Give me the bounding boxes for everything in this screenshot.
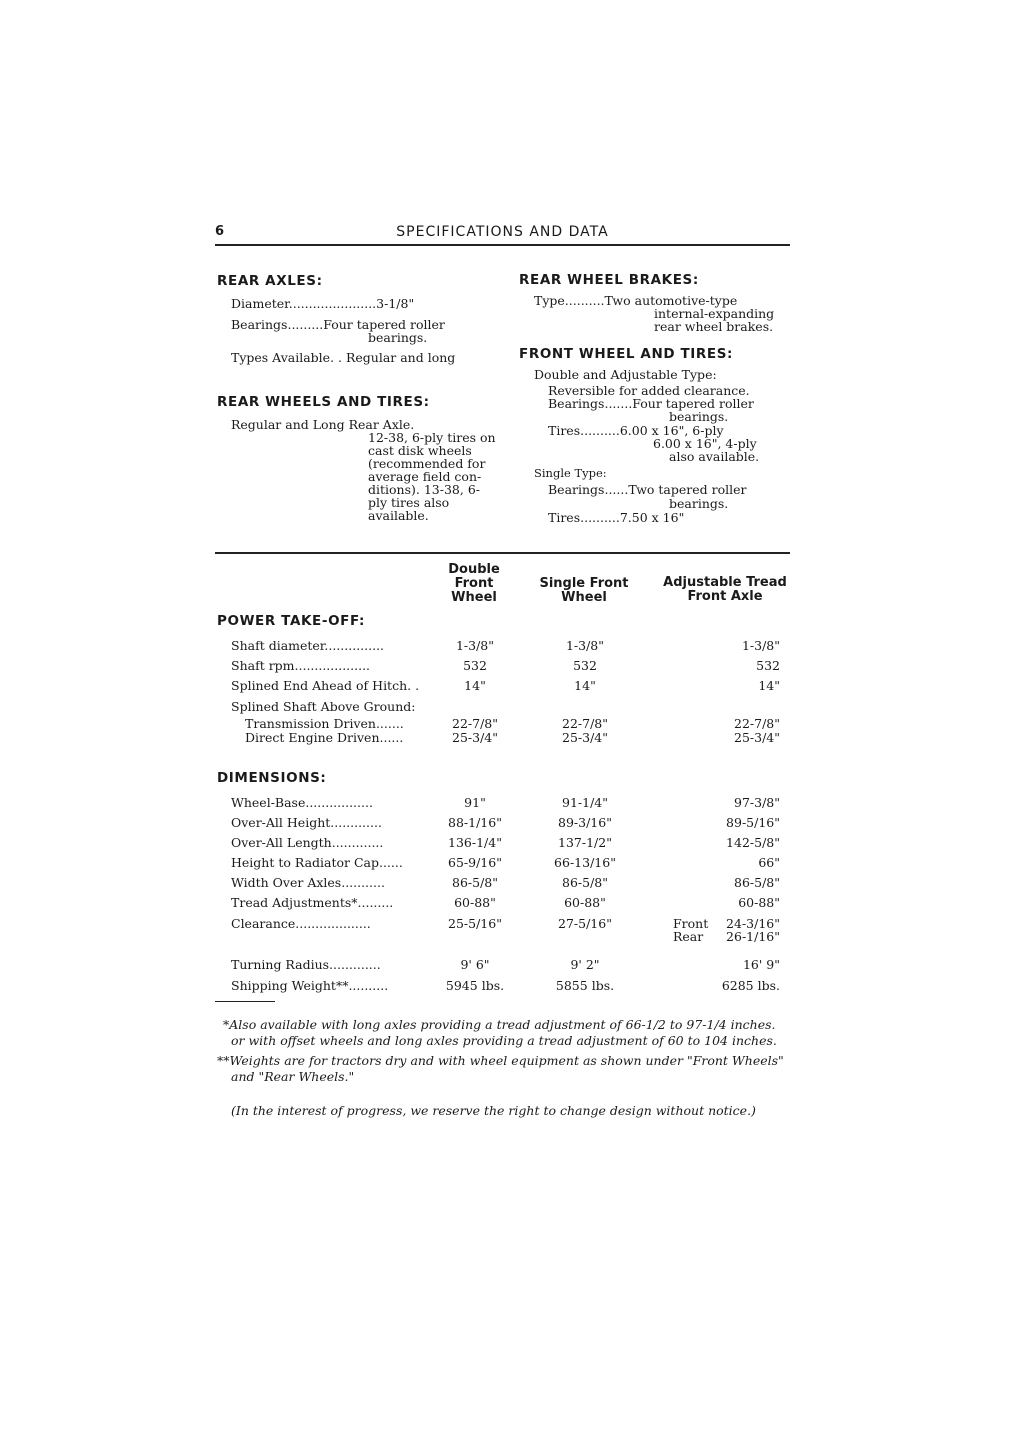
col-header-single-line1: Single Front — [539, 576, 629, 591]
row-label: Turning Radius............. — [231, 957, 381, 972]
front-tires: Tires..........6.00 x 16", 6-ply — [548, 423, 724, 438]
splined-heading: Splined Shaft Above Ground: — [231, 699, 416, 714]
cell-single: 9' 2" — [570, 957, 600, 972]
rear-wheels-detail-4: average field con- — [368, 469, 482, 484]
footnote-2-line-1: **Weights are for tractors dry and with wheel equipment as shown under "Front Wheels" — [217, 1053, 784, 1068]
rear-axles-diameter: Diameter......................3-1/8" — [231, 296, 415, 311]
front-bearings: Bearings.......Four tapered roller — [548, 396, 754, 411]
col-header-double-line2: Front — [454, 576, 494, 591]
col-header-adjustable — [655, 576, 795, 604]
cell-single: 1-3/8" — [565, 638, 605, 653]
cell-double: 9' 6" — [460, 957, 490, 972]
cell-adjustable: 89-5/16" — [726, 815, 780, 830]
col-header-single-line2: Wheel — [561, 590, 607, 605]
col-header-adjustable-line1: Adjustable Tread — [663, 575, 787, 590]
row-label: Over-All Length............. — [231, 835, 384, 850]
cell-adjustable: 97-3/8" — [734, 795, 780, 810]
col-header-double-line1: Double — [448, 562, 500, 577]
cell-double: 532 — [463, 658, 487, 673]
cell-double: 25-5/16" — [448, 916, 502, 931]
rear-wheels-detail-1: 12-38, 6-ply tires on — [368, 430, 496, 445]
rear-wheels-detail-6: ply tires also — [368, 495, 450, 510]
cell-adjustable: 6285 lbs. — [721, 978, 780, 993]
cell-adjustable: 532 — [756, 658, 780, 673]
rear-wheels-tires-heading: REAR WHEELS AND TIRES: — [217, 394, 430, 410]
rear-wheels-detail-2: cast disk wheels — [368, 443, 472, 458]
cell-double: 1-3/8" — [455, 638, 495, 653]
cell-adjustable: 1-3/8" — [741, 638, 780, 653]
cell-double: 65-9/16" — [448, 855, 502, 870]
table-top-rule — [215, 552, 790, 554]
rear-axles-heading: REAR AXLES: — [217, 273, 323, 289]
row-label: Wheel-Base................. — [231, 795, 373, 810]
cell-single: 86-5/8" — [562, 875, 608, 890]
rear-wheels-detail-7: available. — [368, 508, 429, 523]
footnote-2-line-2: and "Rear Wheels." — [231, 1069, 355, 1084]
cell-double: 88-1/16" — [448, 815, 502, 830]
row-label: Transmission Driven....... — [245, 716, 404, 731]
page-title: SPECIFICATIONS AND DATA — [396, 224, 609, 240]
cell-single: 25-3/4" — [562, 730, 608, 745]
cell-double: 22-7/8" — [452, 716, 498, 731]
row-label: Width Over Axles........... — [231, 875, 385, 890]
front-reversible: Reversible for added clearance. — [548, 383, 750, 398]
rear-wheels-detail-3: (recommended for — [368, 456, 486, 471]
pto-heading: POWER TAKE-OFF: — [217, 613, 366, 629]
row-label: Shaft rpm................... — [231, 658, 371, 673]
cell-double: 91" — [464, 795, 486, 810]
row-label: Over-All Height............. — [231, 815, 382, 830]
front-bearings-cont: bearings. — [669, 409, 729, 424]
cell-single: 5855 lbs. — [555, 978, 615, 993]
brakes-type-cont-1: internal-expanding — [654, 306, 775, 321]
row-label: Splined End Ahead of Hitch. . — [231, 678, 420, 693]
footnote-rule — [215, 1001, 275, 1002]
cell-single: 60-88" — [564, 895, 606, 910]
front-double-heading: Double and Adjustable Type: — [534, 367, 717, 382]
col-header-adjustable-line2: Front Axle — [687, 589, 763, 604]
cell-adjustable: 86-5/8" — [734, 875, 780, 890]
cell-single: 91-1/4" — [562, 795, 608, 810]
footnote-1-line-1: *Also available with long axles providing a tread adjustment of 66-1/2 to 97-1/4 inches. — [223, 1017, 776, 1032]
cell-single: 137-1/2" — [558, 835, 612, 850]
cell-adjustable: 22-7/8" — [734, 716, 780, 731]
clearance-front-value: 24-3/16" — [726, 916, 780, 931]
cell-single: 27-5/16" — [558, 916, 612, 931]
rear-axles-bearings-cont: bearings. — [368, 330, 428, 345]
row-label: Tread Adjustments*......... — [231, 895, 394, 910]
front-tires-cont-2: also available. — [669, 449, 760, 464]
cell-double: 5945 lbs. — [445, 978, 505, 993]
row-label: Direct Engine Driven...... — [245, 730, 404, 745]
cell-single: 22-7/8" — [562, 716, 608, 731]
row-label: Clearance................... — [231, 916, 371, 931]
clearance-rear-label: Rear — [673, 929, 704, 944]
cell-double: 25-3/4" — [452, 730, 498, 745]
rear-wheels-detail-5: ditions). 13-38, 6- — [368, 482, 480, 497]
rear-wheels-intro: Regular and Long Rear Axle. — [231, 417, 415, 432]
col-header-double-line3: Wheel — [451, 590, 497, 605]
cell-adjustable: 25-3/4" — [734, 730, 780, 745]
cell-double: 86-5/8" — [452, 875, 498, 890]
row-label: Shaft diameter............... — [231, 638, 385, 653]
cell-double: 60-88" — [454, 895, 496, 910]
cell-adjustable: 16' 9" — [742, 957, 780, 972]
cell-adjustable: 66" — [758, 855, 780, 870]
cell-adjustable: 60-88" — [738, 895, 780, 910]
cell-adjustable: 142-5/8" — [726, 835, 780, 850]
cell-single: 532 — [573, 658, 597, 673]
cell-single: 14" — [574, 678, 596, 693]
dimensions-heading: DIMENSIONS: — [217, 770, 327, 786]
single-tires: Tires..........7.50 x 16" — [548, 510, 685, 525]
clearance-rear-value: 26-1/16" — [726, 929, 780, 944]
rear-axles-bearings: Bearings.........Four tapered roller — [231, 317, 445, 332]
cell-double: 14" — [464, 678, 486, 693]
col-header-double — [438, 563, 510, 605]
single-bearings: Bearings......Two tapered roller — [548, 482, 747, 497]
page-number: 6 — [215, 224, 225, 239]
page-header — [215, 224, 790, 246]
row-label: Height to Radiator Cap...... — [231, 855, 403, 870]
brakes-type-cont-2: rear wheel brakes. — [654, 319, 774, 334]
single-bearings-cont: bearings. — [669, 496, 729, 511]
clearance-front-label: Front — [673, 916, 709, 931]
cell-single: 89-3/16" — [558, 815, 612, 830]
design-notice: (In the interest of progress, we reserve the right to change design without notice.) — [231, 1103, 756, 1118]
cell-adjustable: 14" — [758, 678, 780, 693]
front-tires-cont-1: 6.00 x 16", 4-ply — [653, 436, 757, 451]
cell-double: 136-1/4" — [448, 835, 502, 850]
footnote-1-line-2: or with offset wheels and long axles providing a tread adjustment of 60 to 104 inches. — [231, 1033, 777, 1048]
cell-single: 66-13/16" — [554, 855, 616, 870]
front-wheel-tires-heading: FRONT WHEEL AND TIRES: — [519, 346, 734, 362]
front-single-heading: Single Type: — [534, 466, 607, 480]
brakes-type: Type..........Two automotive-type — [534, 293, 738, 308]
row-label: Shipping Weight**.......... — [231, 978, 389, 993]
col-header-single — [530, 577, 638, 605]
rear-axles-types: Types Available. . Regular and long — [231, 350, 456, 365]
rear-wheel-brakes-heading: REAR WHEEL BRAKES: — [519, 272, 699, 288]
